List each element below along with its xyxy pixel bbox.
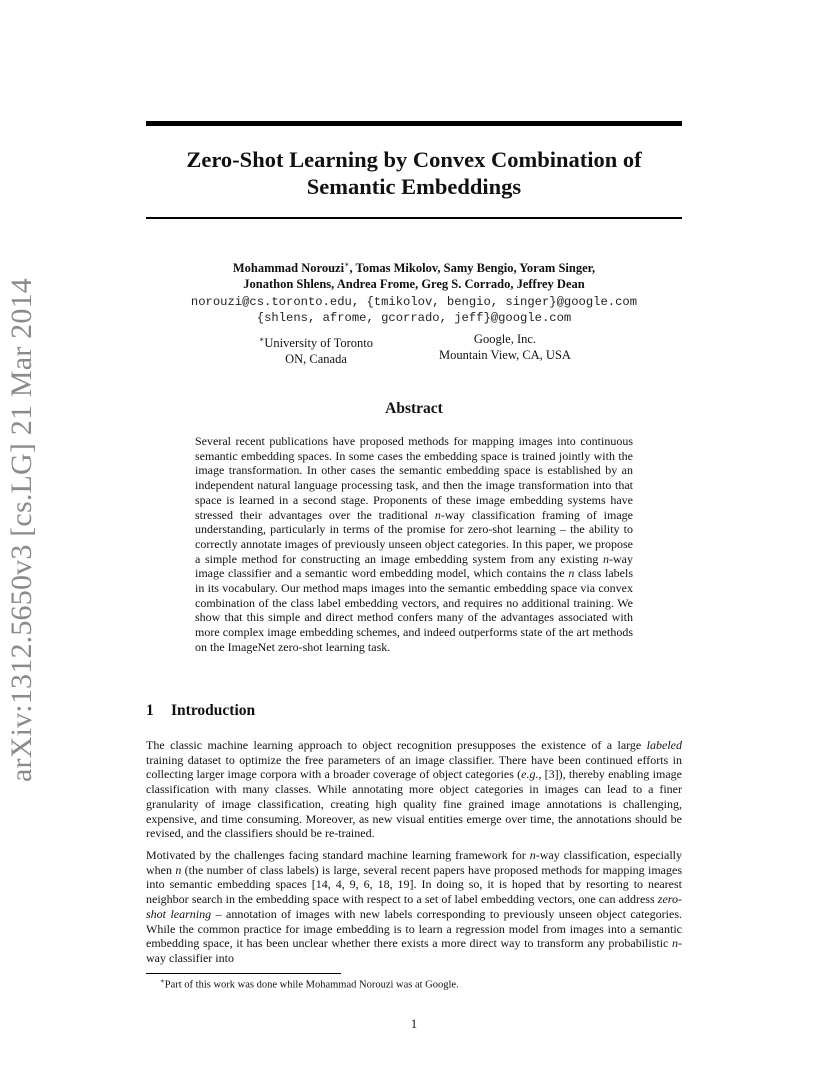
arxiv-side-stamp: arXiv:1312.5650v3 [cs.LG] 21 Mar 2014 <box>5 278 38 782</box>
para1-italic-labeled: labeled <box>646 738 682 752</box>
affiliation-mark: ∗ <box>258 335 265 344</box>
abstract-text-4: class labels in its vocabulary. Our method maps images into the semantic embedding space via convex combination of the class label embedding vectors, and requires no additional training. We show that this simple and direct method confers many of the advantages associated with more complex image embedding schemes, and indeed outperforms state of the art methods on the ImageNet zero-shot learning task. <box>195 566 633 654</box>
affiliation-google-line-1: Google, Inc. <box>473 332 537 346</box>
title-line-1: Zero-Shot Learning by Convex Combination of <box>186 147 642 172</box>
abstract-heading: Abstract <box>385 400 443 417</box>
first-author-mark: ∗ <box>344 260 350 269</box>
affiliation-toronto-name: University of Toronto <box>264 336 374 351</box>
email-line-1: norouzi@cs.toronto.edu, {tmikolov, bengio, singer}@google.com <box>190 295 638 309</box>
affiliation-toronto <box>236 332 396 367</box>
email-line-2: {shlens, afrome, gcorrado, jeff}@google.com <box>256 311 572 325</box>
first-author: Mohammad Norouzi <box>232 261 345 276</box>
section-title: Introduction <box>171 702 256 719</box>
para2-text-2: -way classification, especially when <box>146 848 683 877</box>
page-number: 1 <box>410 1017 418 1031</box>
author-line-1-rest: , Tomas Mikolov, Samy Bengio, Yoram Singer, <box>349 261 596 276</box>
section-number: 1 <box>146 702 154 719</box>
abstract-text-1: Several recent publications have proposed methods for mapping images into continuous semantic embedding spaces. In some cases the embedding space is trained jointly with the image transformation. In other cases the semantic embedding space is established by an independent natural language processing task, and then the image transformation into that space is learned in a second stage. Proponents of these image embedding systems have stressed their advantages over the traditional <box>195 434 633 522</box>
para2-italic-zero-shot: zero-shot learning <box>146 892 682 921</box>
author-line-1 <box>146 257 682 277</box>
title-line-2: Semantic Embeddings <box>306 174 522 199</box>
footnote-rule <box>146 973 341 974</box>
abstract-body <box>195 434 633 655</box>
footnote-text: Part of this work was done while Mohammad Norouzi was at Google. <box>164 979 459 991</box>
abstract-text-3: -way image classifier and a semantic word embedding model, which contains the <box>195 551 633 581</box>
affiliation-google-line-2: Mountain View, CA, USA <box>439 347 571 362</box>
intro-paragraph-2 <box>146 848 682 966</box>
para2-text-1: Motivated by the challenges facing standard machine learning framework for <box>146 848 530 862</box>
title-top-rule <box>146 121 682 126</box>
para1-italic-eg: e.g. <box>521 767 539 782</box>
para2-math-n-2: n <box>175 862 182 877</box>
affiliation-toronto-line-1 <box>236 332 396 352</box>
footnote-mark: ∗ <box>160 977 165 985</box>
para1-text-1: The classic machine learning approach to object recognition presupposes the existence of a large <box>146 738 647 752</box>
author-line-2: Jonathon Shlens, Andrea Frome, Greg S. Corrado, Jeffrey Dean <box>243 276 585 291</box>
para1-text-2: training dataset to optimize the free parameters of an image classifier. There have been continued efforts in collecting larger image corpora with a broader coverage of object categories ( <box>146 752 682 782</box>
intro-paragraph-1 <box>146 738 682 841</box>
para1-text-3: , [3]), thereby enabling image classification with many classes. While annotating more object categories in images can lead to a finer granularity of image classification, creating high quality fine grained image annotations is challenging, expensive, and time consuming. Moreover, as new visual entities emerge over time, the annotations should be revised, and the classifiers should be re-trained. <box>146 767 682 841</box>
title-bottom-rule <box>146 217 682 219</box>
abstract-text-2: -way classification framing of image understanding, particularly in terms of the promise for zero-shot learning – the ability to correctly annotate images of previously unseen object categories. In this paper, we propose a simple method for constructing an image embedding system from any existing <box>195 507 633 566</box>
affiliation-toronto-line-2: ON, Canada <box>285 351 347 366</box>
email-list <box>146 294 682 326</box>
para2-math-n-3: n <box>672 936 678 951</box>
abstract-math-n-2: n <box>603 551 609 566</box>
para2-text-3: (the number of class labels) is large, several recent papers have proposed methods for mapping images into semantic embedding spaces [14, 4, 9, 6, 18, 19]. In doing so, it is hoped that by resorting to nearest neighbor search in the embedding space with respect to a set of label embedding vectors, one can address <box>146 862 683 907</box>
paper-title <box>146 146 682 200</box>
para2-text-5: -way classifier into <box>146 936 682 965</box>
section-heading-introduction <box>146 702 255 720</box>
abstract-math-n-3: n <box>568 566 575 581</box>
author-list <box>146 257 682 292</box>
affiliation-google <box>420 332 590 363</box>
footnote <box>160 977 459 991</box>
para2-text-4: – annotation of images with new labels corresponding to previously unseen object categories. While the common practice for image embedding is to learn a regression model from images into a semantic embedding space, it has been unclear whether there exists a more direct way to transform any probabilistic <box>146 906 682 951</box>
para2-math-n-1: n <box>529 848 536 862</box>
abstract-math-n-1: n <box>434 507 441 522</box>
